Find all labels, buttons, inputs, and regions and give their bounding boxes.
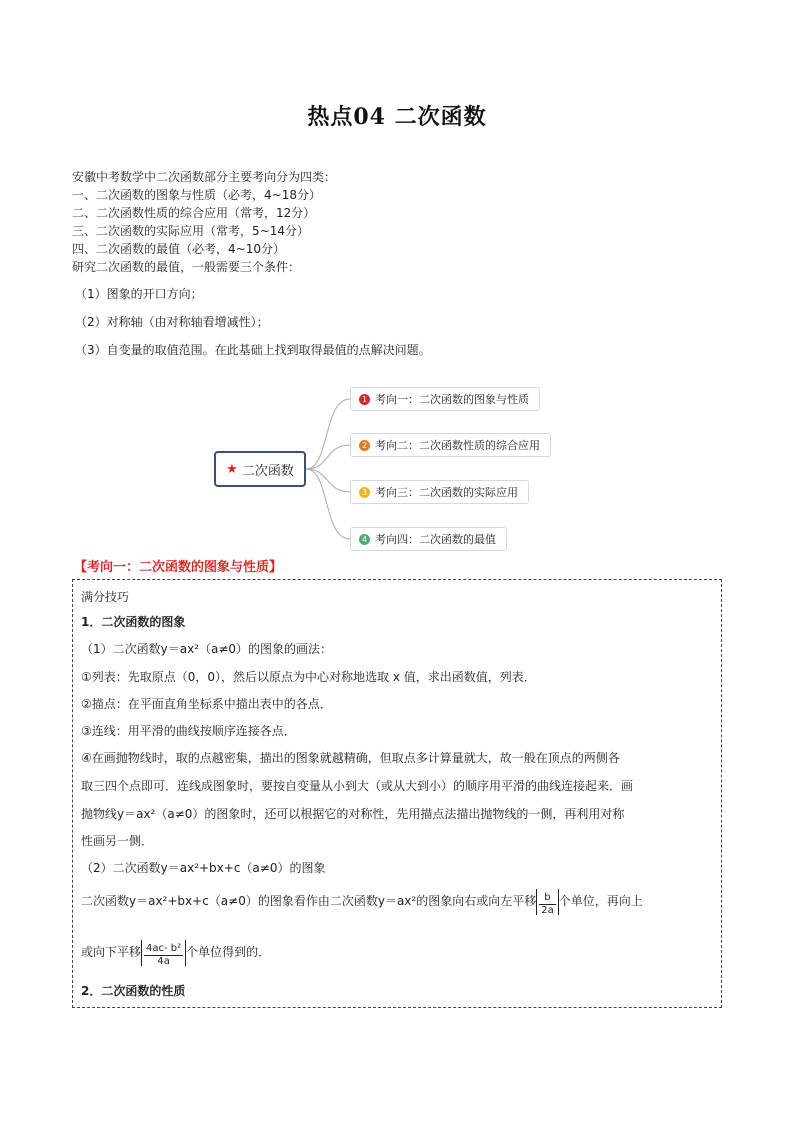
intro-line: 一、二次函数的图象与性质（必考，4~18分） [72, 188, 321, 202]
denominator: 4a [157, 955, 170, 967]
step-2: ②描点：在平面直角坐标系中描出表中的各点． [81, 697, 332, 711]
mind-map-center [214, 451, 306, 487]
fraction [539, 892, 556, 917]
step-4-line: 性画另一侧． [81, 834, 154, 848]
intro-line: 四、二次函数的最值（必考，4~10分） [72, 242, 285, 256]
step-4-line: 取三四个点即可．连线成图象时，要按自变量从小到大（或从大到小）的顺序用平滑的曲线连接起来．画 [81, 779, 634, 793]
subsection-title: 2．二次函数的性质 [81, 984, 186, 998]
fraction [144, 943, 183, 968]
mind-map-branch-1 [350, 387, 540, 411]
page-title: 热点04 二次函数 [307, 104, 487, 130]
denominator: 2a [541, 904, 554, 916]
numerator: b [539, 892, 556, 905]
number-4-icon: 4 [359, 534, 370, 545]
text: 个单位得到的． [186, 945, 271, 959]
condition-3: （3）自变量的取值范围。在此基础上找到取得最值的点解决问题。 [75, 343, 431, 357]
branch-label: 考向三：二次函数的实际应用 [375, 486, 518, 499]
paragraph-translation [81, 937, 713, 967]
paragraph: （1）二次函数y＝ax²（a≠0）的图象的画法： [81, 642, 333, 656]
paragraph: （2）二次函数y＝ax²+bx+c（a≠0）的图象 [81, 861, 326, 875]
branch-label: 考向二：二次函数性质的综合应用 [375, 439, 540, 452]
intro-block [72, 168, 722, 276]
skills-label: 满分技巧 [81, 590, 130, 604]
mind-map-branch-4 [350, 527, 507, 551]
step-4-line: ④在画抛物线时，取的点越密集，描出的图象就越精确，但取点多计算量就大，故一般在顶点的两侧各 [81, 751, 620, 765]
branch-label: 考向四：二次函数的最值 [375, 533, 496, 546]
number-1-icon: 1 [359, 394, 370, 405]
subsection-title: 1．二次函数的图象 [81, 615, 186, 629]
skills-box [72, 579, 722, 1008]
step-3: ③连线：用平滑的曲线按顺序连接各点． [81, 724, 296, 738]
section-heading: 【考向一：二次函数的图象与性质】 [74, 560, 283, 575]
text: 个单位，再向上 [558, 894, 643, 908]
intro-line: 二、二次函数性质的综合应用（常考，12分） [72, 206, 316, 220]
number-3-icon: 3 [359, 487, 370, 498]
mind-map [205, 378, 625, 558]
abs-value [536, 889, 559, 915]
step-1: ①列表：先取原点（0，0），然后以原点为中心对称地选取 x 值，求出函数值，列表． [81, 670, 536, 684]
mind-map-branch-3 [350, 480, 529, 504]
numerator: 4ac- b² [146, 942, 182, 954]
step-4-line: 抛物线y＝ax²（a≠0）的图象时，还可以根据它的对称性，先用描点法描出抛物线的一侧，再利用对称 [81, 807, 625, 821]
condition-2: （2）对称轴（由对称轴看增减性）； [75, 315, 269, 329]
text: 或向下平移 [81, 945, 142, 959]
intro-line: 研究二次函数的最值，一般需要三个条件： [72, 260, 301, 274]
intro-line: 三、二次函数的实际应用（常考，5~14分） [72, 224, 309, 238]
star-icon: ★ [226, 461, 238, 477]
mind-map-center-label: 二次函数 [241, 463, 294, 479]
number-2-icon: 2 [359, 440, 370, 451]
branch-label: 考向一：二次函数的图象与性质 [375, 393, 529, 406]
paragraph-translation [81, 886, 713, 916]
text: 二次函数y＝ax²+bx+c（a≠0）的图象看作由二次函数y＝ax²的图象向右或向左平移 [81, 894, 537, 908]
intro-line: 安徽中考数学中二次函数部分主要考向分为四类： [72, 170, 337, 184]
mind-map-branch-2 [350, 433, 551, 457]
condition-1: （1）图象的开口方向； [75, 287, 203, 301]
abs-value [141, 940, 186, 966]
